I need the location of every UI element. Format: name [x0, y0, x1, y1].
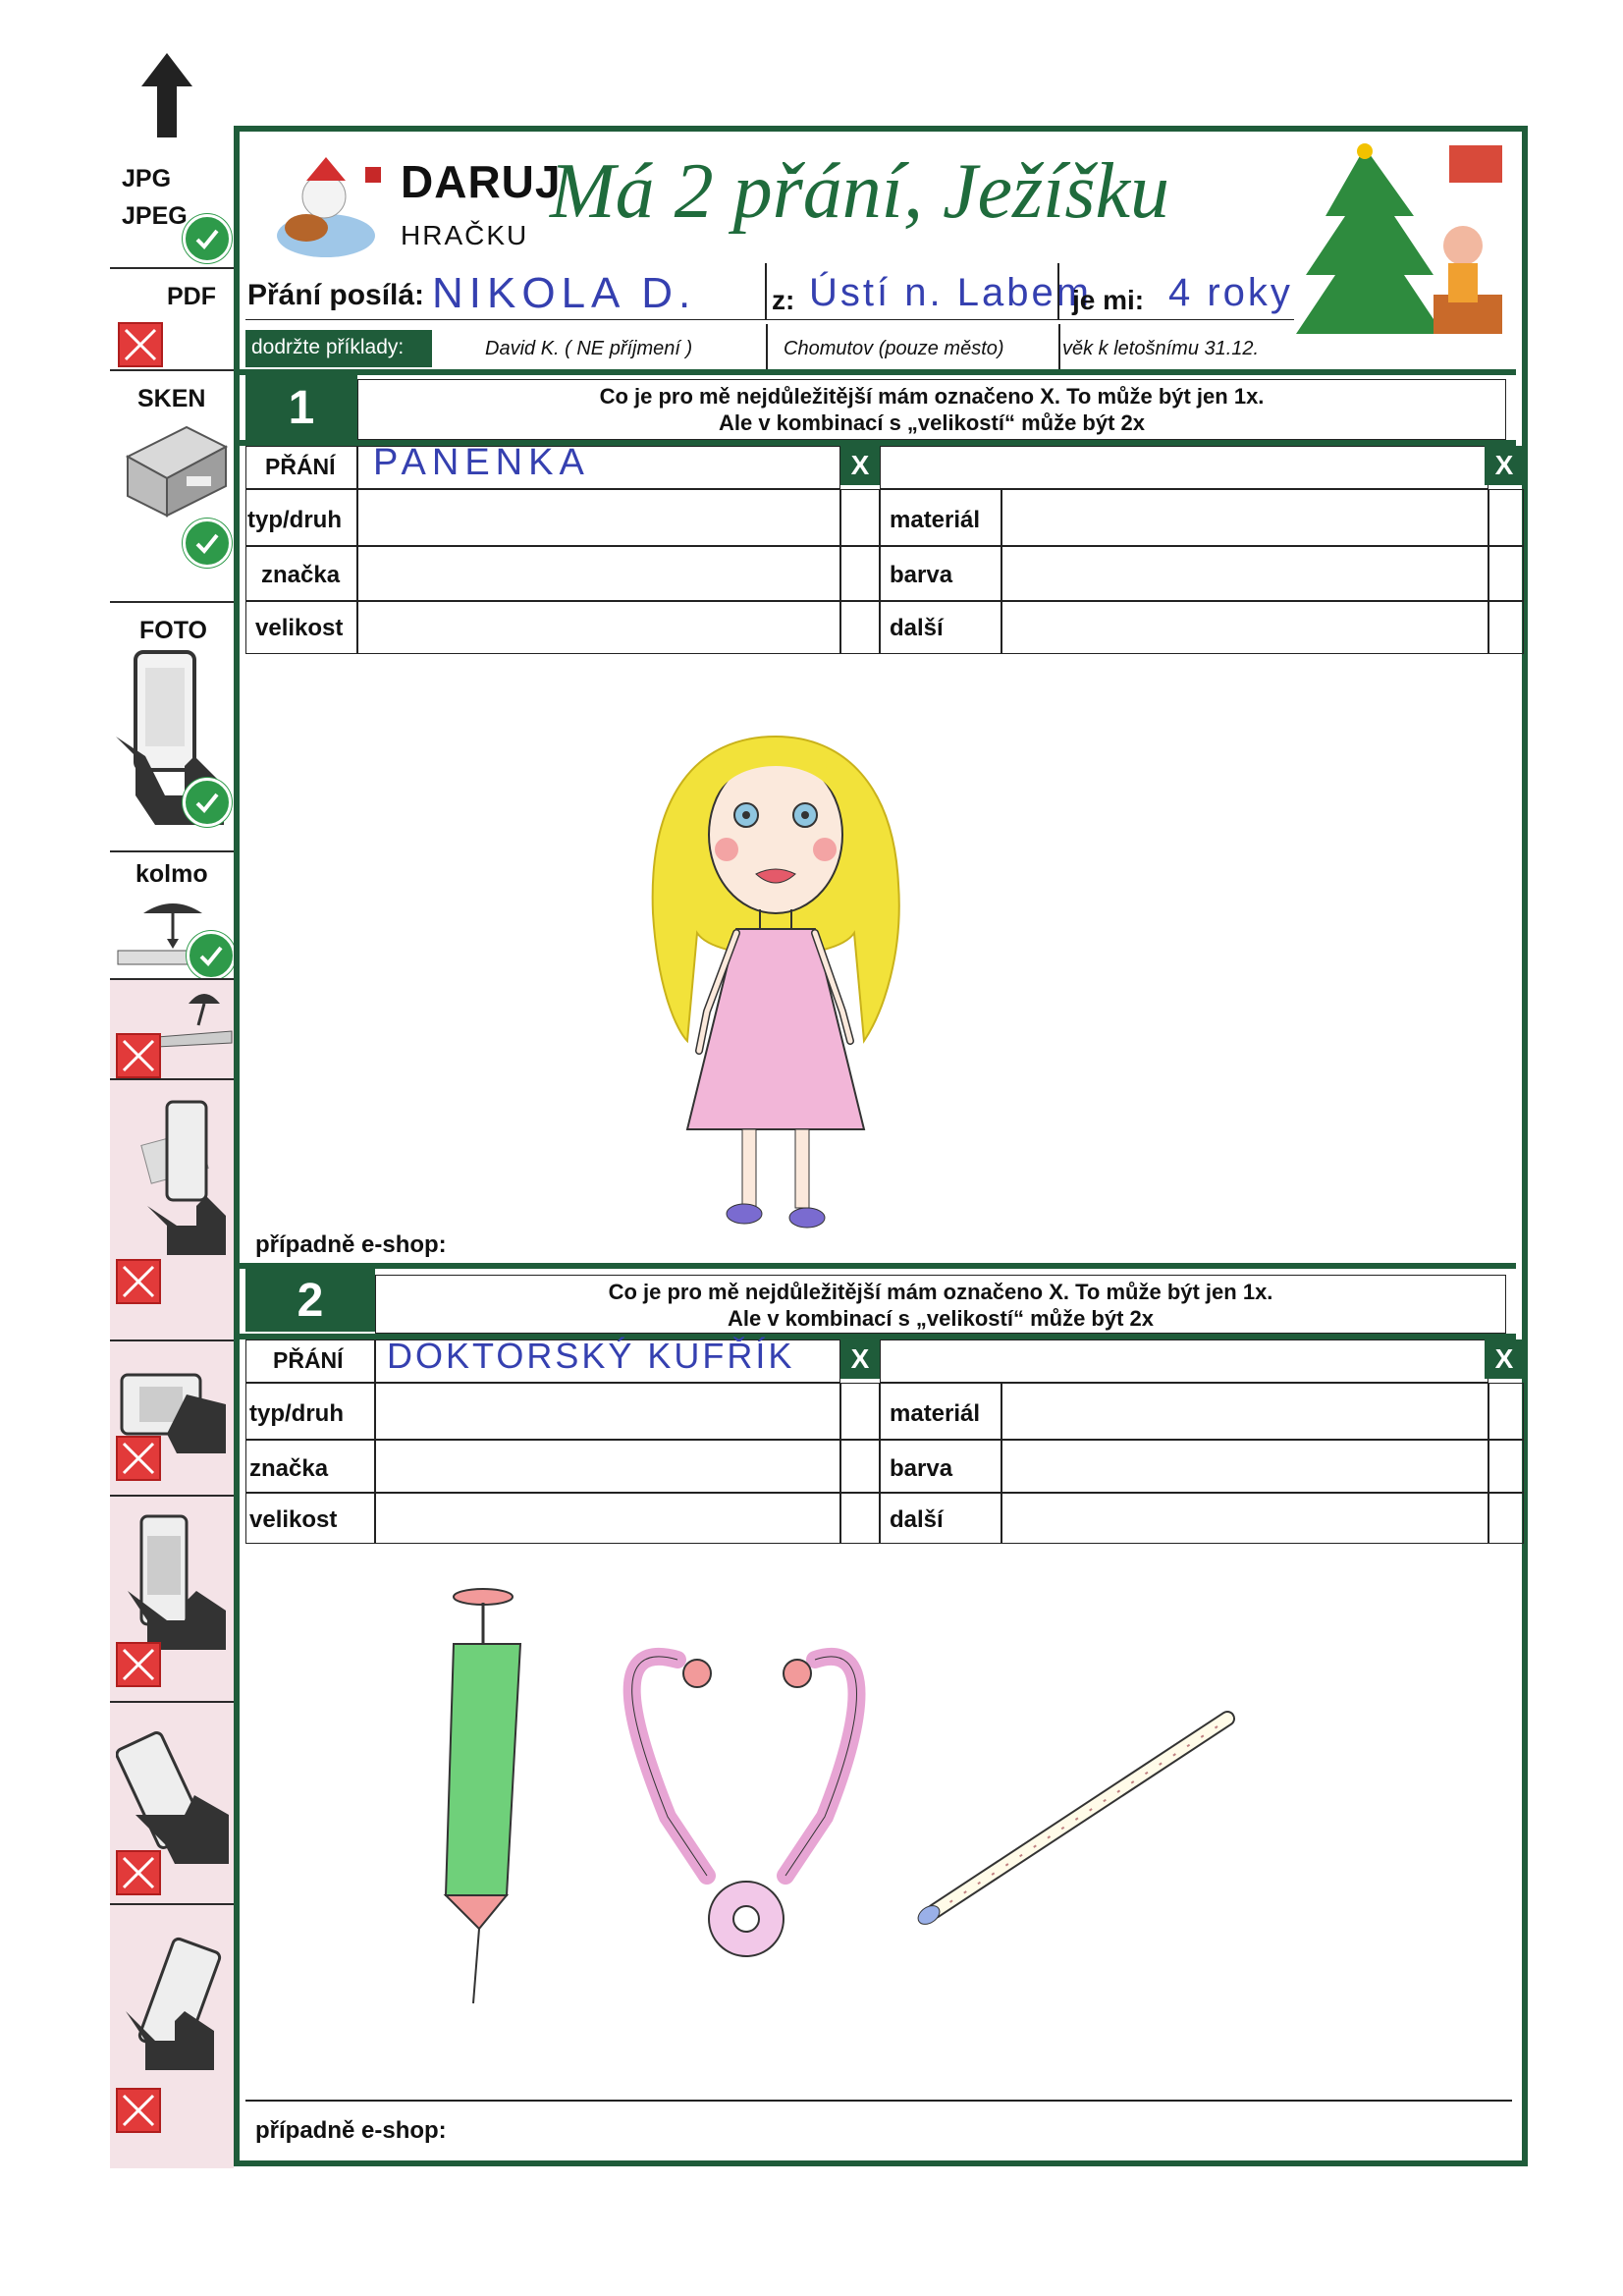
type-value-cell[interactable] — [357, 489, 840, 546]
check-icon — [187, 931, 236, 980]
priority-x-header: X — [840, 446, 880, 485]
sender-label: Přání posílá: — [247, 279, 425, 311]
check-icon — [183, 214, 232, 263]
check-icon — [183, 778, 232, 827]
priority-checkbox[interactable] — [840, 1440, 880, 1493]
city-value[interactable]: Ústí n. Labem — [809, 271, 1093, 314]
wish-label: PŘÁNÍ — [265, 454, 336, 479]
extra-wish-cell[interactable] — [880, 1339, 1488, 1383]
divider — [110, 601, 234, 603]
brand-value-cell[interactable] — [357, 546, 840, 601]
wish-number: 2 — [245, 1269, 375, 1332]
phone-in-hand-icon — [137, 1098, 234, 1265]
cross-icon — [116, 1436, 161, 1481]
color-label: barva — [890, 1455, 953, 1482]
priority-checkbox[interactable] — [1488, 1383, 1524, 1440]
divider — [766, 324, 768, 369]
eshop-label: případně e-shop: — [255, 2117, 447, 2144]
type-label: typ/druh — [249, 1400, 344, 1427]
priority-checkbox[interactable] — [1488, 546, 1524, 601]
photo-label: FOTO — [139, 617, 207, 644]
scan-label: SKEN — [137, 385, 206, 412]
instruction-text — [375, 1279, 1506, 1332]
age-label: je mi: — [1072, 285, 1145, 315]
city-label: z: — [772, 285, 795, 315]
logo-title: DARUJ — [401, 156, 562, 207]
size-label: velikost — [255, 615, 344, 641]
example-age: věk k letošnímu 31.12. — [1062, 338, 1260, 359]
format-jpeg-label: JPEG — [122, 202, 188, 230]
other-label: další — [890, 1506, 944, 1533]
perpendicular-label: kolmo — [135, 860, 208, 888]
divider — [110, 369, 234, 371]
wish-label: PŘÁNÍ — [273, 1347, 344, 1373]
page-title: Má 2 přání, Ježíšku — [550, 148, 1170, 235]
other-value-cell[interactable] — [1001, 1493, 1488, 1544]
priority-x-header: X — [1485, 1339, 1524, 1379]
arrow-up-icon — [137, 51, 196, 139]
brand-label: značka — [261, 562, 341, 588]
divider — [1058, 324, 1060, 369]
cross-icon — [116, 1033, 161, 1078]
brand-label: značka — [249, 1455, 329, 1482]
other-value-cell[interactable] — [1001, 601, 1488, 654]
priority-checkbox[interactable] — [1488, 1440, 1524, 1493]
color-value-cell[interactable] — [1001, 546, 1488, 601]
divider — [110, 850, 234, 852]
brand-value-cell[interactable] — [375, 1440, 840, 1493]
priority-checkbox[interactable] — [840, 601, 880, 654]
scanner-icon — [118, 417, 234, 525]
wish-number: 1 — [245, 375, 357, 440]
size-value-cell[interactable] — [375, 1493, 840, 1544]
check-icon — [183, 519, 232, 568]
priority-checkbox[interactable] — [840, 1383, 880, 1440]
cross-icon — [116, 2088, 161, 2133]
divider — [110, 1903, 234, 1905]
divider — [240, 369, 1516, 375]
cross-icon — [116, 1642, 161, 1687]
divider — [110, 1495, 234, 1497]
doctor-kit-drawing — [412, 1581, 1257, 2013]
priority-checkbox[interactable] — [1488, 1493, 1524, 1544]
priority-checkbox[interactable] — [840, 546, 880, 601]
instruction-text — [357, 383, 1506, 436]
priority-x-header: X — [840, 1339, 880, 1379]
instruction-line: Co je pro mě nejdůležitější mám označeno X. To může být jen 1x. — [599, 384, 1265, 409]
examples-label: dodržte příklady: — [251, 336, 405, 358]
priority-checkbox[interactable] — [840, 489, 880, 546]
material-label: materiál — [890, 507, 981, 533]
example-city: Chomutov (pouze město) — [784, 338, 1004, 359]
divider — [110, 1339, 234, 1341]
type-value-cell[interactable] — [375, 1383, 840, 1440]
wish-value[interactable]: PANENKA — [373, 442, 590, 483]
format-pdf-label: PDF — [167, 283, 216, 310]
santa-logo-icon — [267, 147, 395, 265]
priority-x-header: X — [1485, 446, 1524, 485]
other-label: další — [890, 615, 944, 641]
extra-wish-cell[interactable] — [880, 446, 1488, 489]
sender-value[interactable]: NIKOLA D. — [432, 269, 697, 317]
size-label: velikost — [249, 1506, 338, 1533]
cross-icon — [118, 322, 163, 367]
logo-subtitle: HRAČKU — [401, 220, 529, 250]
material-label: materiál — [890, 1400, 981, 1427]
instruction-line: Co je pro mě nejdůležitější mám označeno X. To může být jen 1x. — [608, 1280, 1273, 1304]
divider — [245, 2100, 1512, 2102]
cross-icon — [116, 1259, 161, 1304]
age-value[interactable]: 4 roky — [1168, 271, 1293, 314]
divider — [110, 267, 234, 269]
divider — [110, 1701, 234, 1703]
color-value-cell[interactable] — [1001, 1440, 1488, 1493]
phone-in-hand-icon — [126, 1933, 234, 2080]
eshop-label: případně e-shop: — [255, 1231, 447, 1258]
size-value-cell[interactable] — [357, 601, 840, 654]
wish-value[interactable]: DOKTORSKÝ KUFŘÍK — [387, 1336, 795, 1376]
priority-checkbox[interactable] — [840, 1493, 880, 1544]
cross-icon — [116, 1850, 161, 1895]
example-name: David K. ( NE příjmení ) — [485, 338, 693, 359]
priority-checkbox[interactable] — [1488, 489, 1524, 546]
divider — [110, 1078, 234, 1080]
divider — [240, 1263, 1516, 1269]
material-value-cell[interactable] — [1001, 489, 1488, 546]
color-label: barva — [890, 562, 953, 588]
material-value-cell[interactable] — [1001, 1383, 1488, 1440]
instruction-line: Ale v kombinací s „velikostí“ může být 2x — [727, 1306, 1155, 1331]
christmas-tree-icon — [1286, 137, 1512, 363]
type-label: typ/druh — [247, 507, 342, 533]
priority-checkbox[interactable] — [1488, 601, 1524, 654]
phone-in-hand-icon — [128, 1512, 234, 1660]
format-jpg-label: JPG — [122, 165, 172, 192]
instruction-line: Ale v kombinací s „velikostí“ může být 2x — [718, 410, 1146, 435]
doll-drawing — [628, 717, 923, 1247]
